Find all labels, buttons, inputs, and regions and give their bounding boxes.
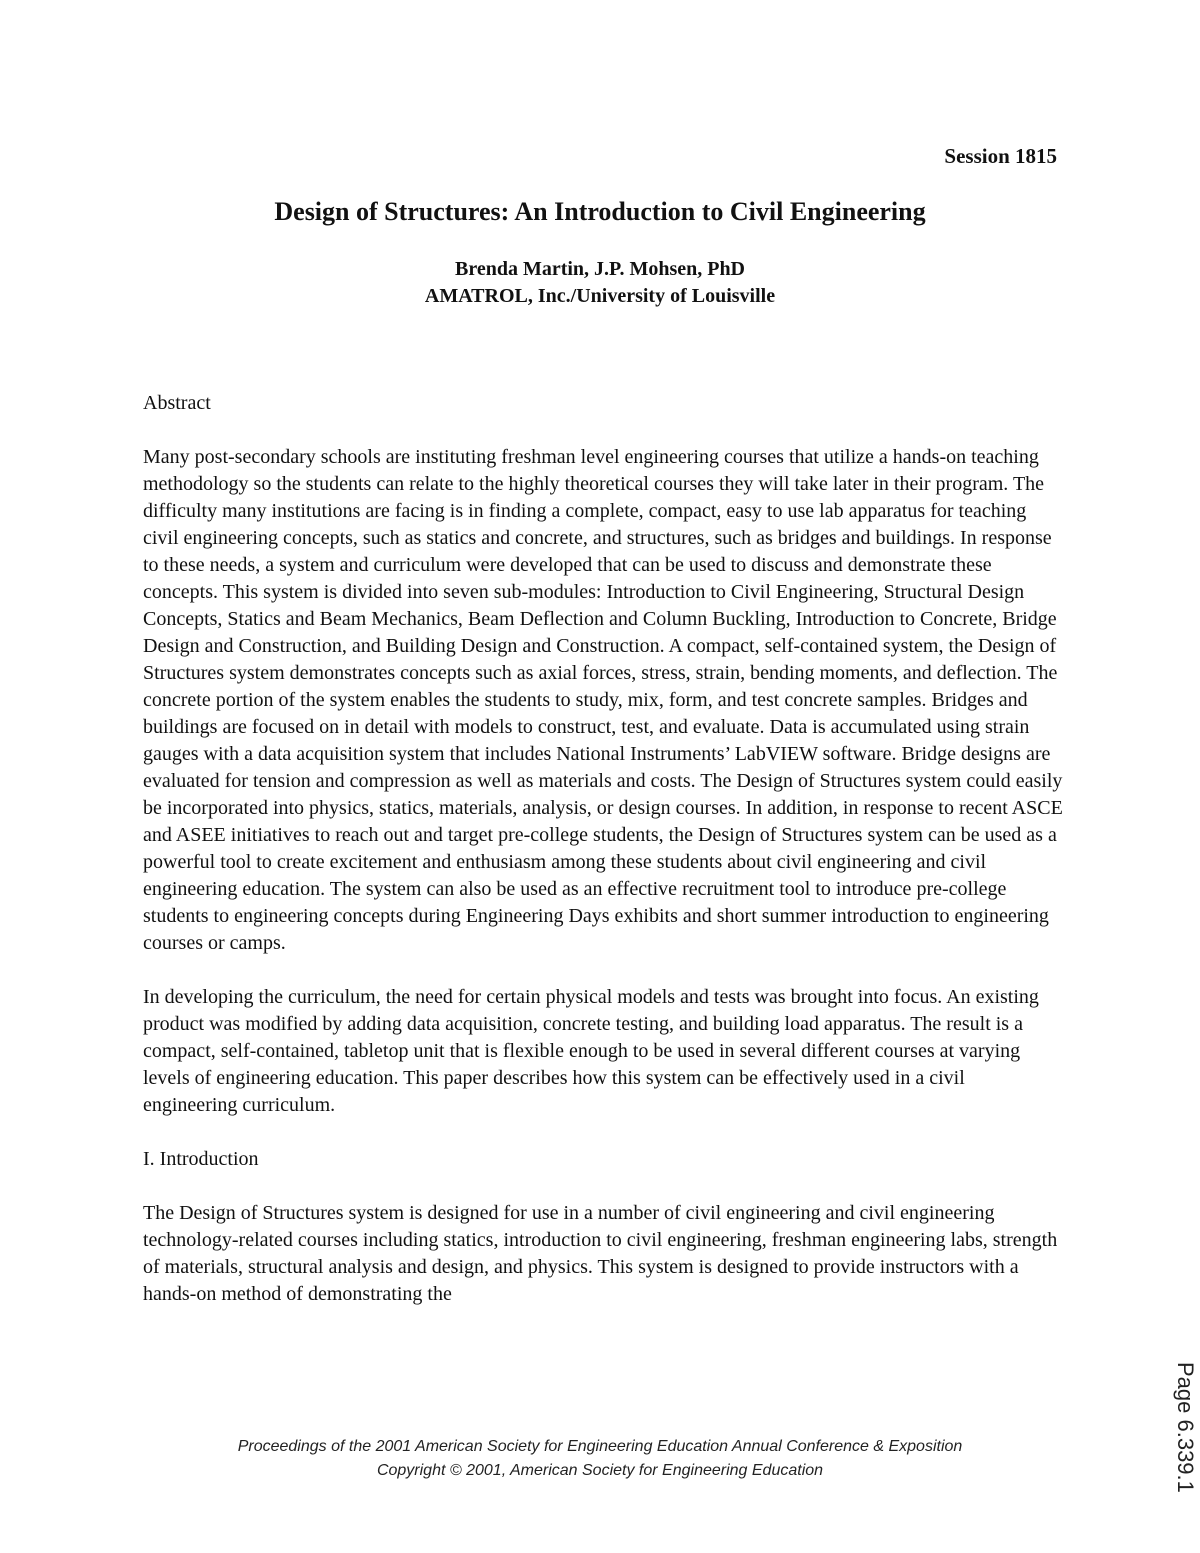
introduction-paragraph-1: The Design of Structures system is designed for use in a number of civil engineering and civil engineering technology-related courses including statics, introduction to civil engineering, freshman engineering labs, strength of materials, structural analysis and design, and physics. This system is designed to provide instructors with a hands-on method of demonstrating the [143,1202,1058,1305]
footer-copyright-line: Copyright © 2001, American Society for Engineering Education [376,1462,824,1479]
abstract-paragraph-1: Many post-secondary schools are instituting freshman level engineering courses that utilize a hands-on teaching methodology so the students can relate to the highly theoretical courses they will take later in their program. The difficulty many institutions are facing is in finding a complete, compact, easy to use lab apparatus for teaching civil engineering concepts, such as statics and concrete, and structures, such as bridges and buildings. In response to these needs, a system and curriculum were developed that can be used to discuss and demonstrate these concepts. This system is divided into seven sub-modules: Introduction to Civil Engineering, Structural Design Concepts, Statics and Beam Mechanics, Beam Deflection and Column Buckling, Introduction to Concrete, Bridge Design and Construction, and Building Design and Construction. A compact, self-contained system, the Design of Structures system demonstrates concepts such as axial forces, stress, strain, bending moments, and deflection. The concrete portion of the system enables the students to study, mix, form, and test concrete samples. Bridges and buildings are focused on in detail with models to construct, test, and evaluate. Data is accumulated using strain gauges with a data acquisition system that includes National Instruments’ LabVIEW software. Bridge designs are evaluated for tension and compression as well as materials and costs. The Design of Structures system could easily be incorporated into physics, statics, materials, analysis, or design courses. In addition, in response to recent ASCE and ASEE initiatives to reach out and target pre-college students, the Design of Structures system can be used as a powerful tool to create excitement and enthusiasm among these students about civil engineering and civil engineering education. The system can also be used as an effective recruitment tool to introduce pre-college students to engineering concepts during Engineering Days exhibits and short summer introduction to engineering courses or camps. [143,446,1063,954]
abstract-heading: Abstract [143,392,211,414]
paper-affiliation: AMATROL, Inc./University of Louisville [424,285,776,307]
paper-title: Design of Structures: An Introduction to Civil Engineering [274,197,926,226]
page-number: Page 6.339.1 [1173,1362,1198,1493]
paper-body [143,390,1063,1335]
paper-authors: Brenda Martin, J.P. Mohsen, PhD [454,258,746,280]
proceedings-footer [0,1435,1200,1483]
session-label: Session 1815 [944,144,1057,168]
abstract-paragraph-2: In developing the curriculum, the need for certain physical models and tests was brought into focus. An existing product was modified by adding data acquisition, concrete testing, and building load apparatus. The result is a compact, self-contained, tabletop unit that is flexible enough to be used in several different courses at varying levels of engineering education. This paper describes how this system can be effectively used in a civil engineering curriculum. [143,986,1039,1116]
introduction-heading: I. Introduction [143,1148,259,1170]
footer-proceedings-line: Proceedings of the 2001 American Society for Engineering Education Annual Conference & Exposition [237,1438,963,1455]
